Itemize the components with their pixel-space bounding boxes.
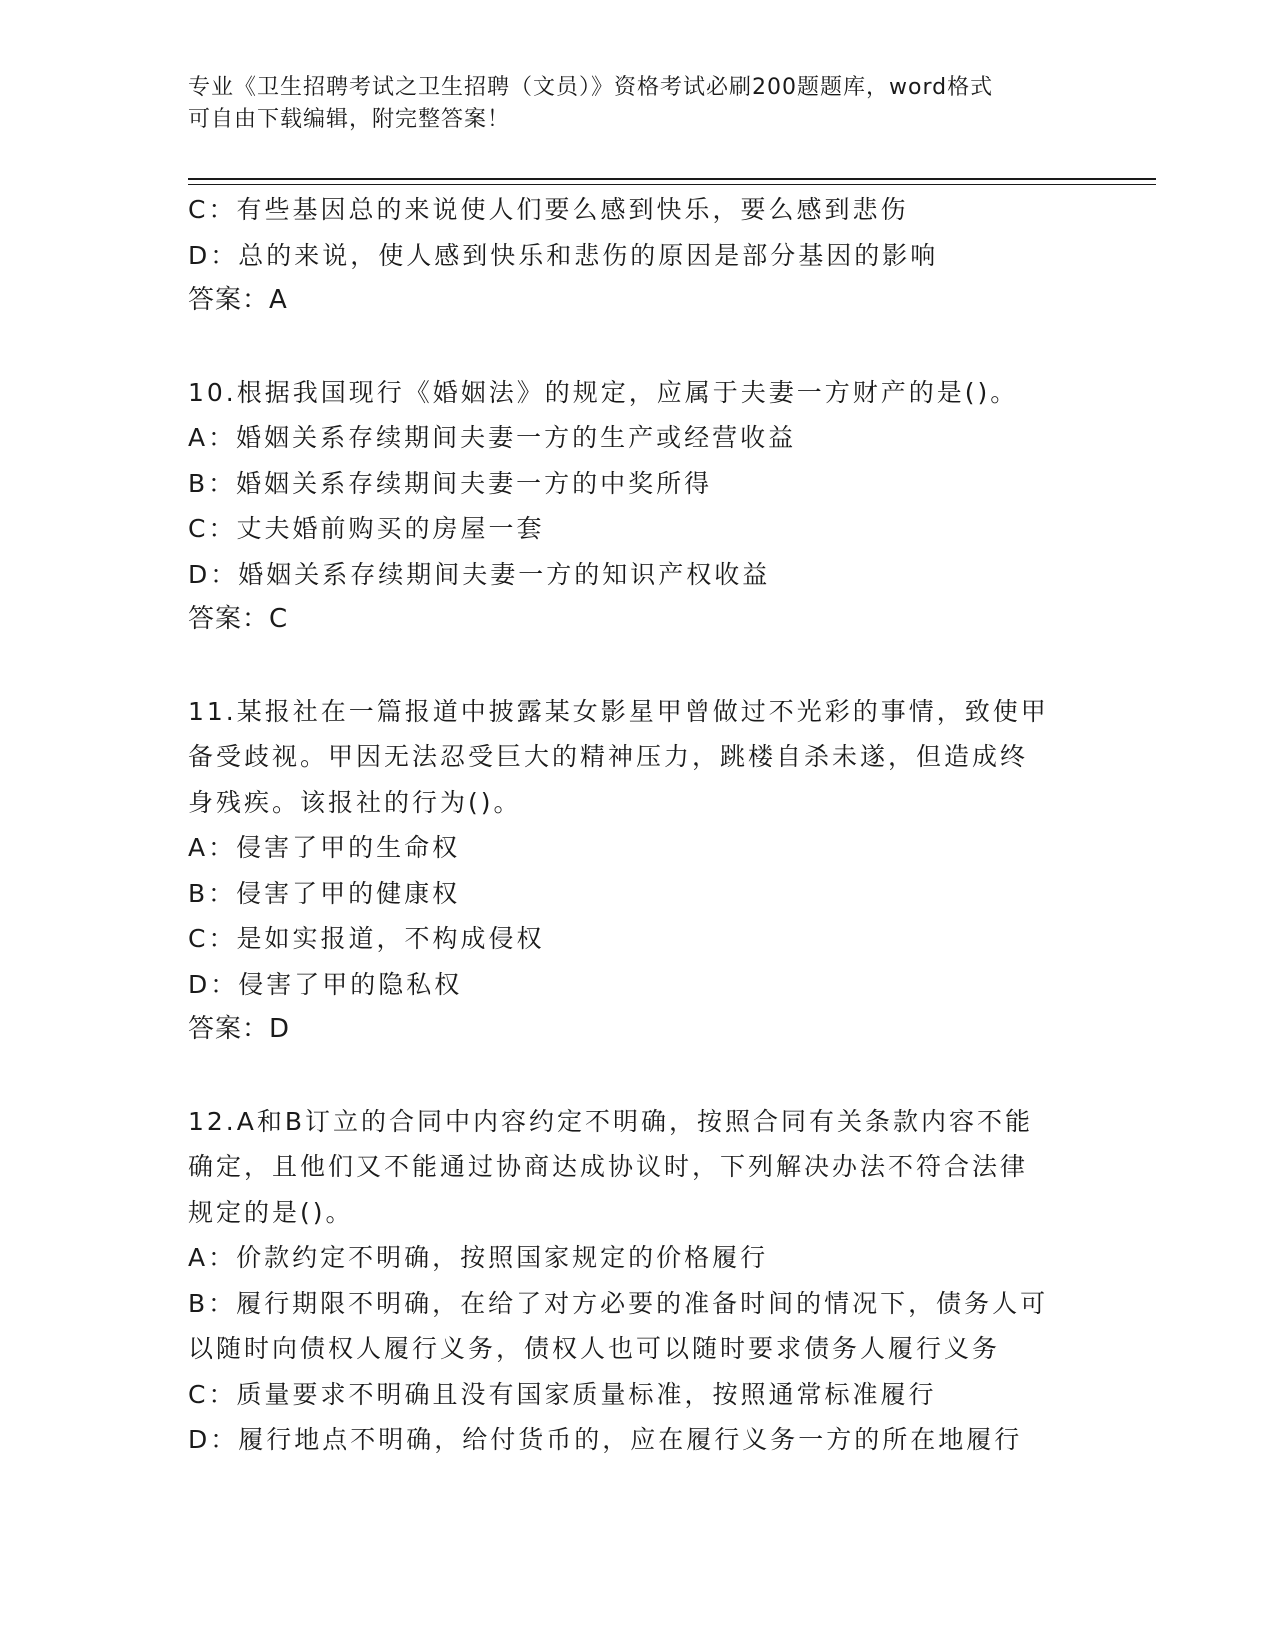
header-divider-thin [188,184,1156,185]
option-b-line-1: B：履行期限不明确，在给了对方必要的准备时间的情况下，债务人可 [188,1288,1049,1318]
question-block-prev [188,187,1088,324]
option-d: D：总的来说，使人感到快乐和悲伤的原因是部分基因的影响 [188,240,939,270]
answer-line: 答案：D [188,1014,291,1044]
spacer [188,643,1088,689]
header-line-2: 可自由下载编辑，附完整答案！ [188,107,511,132]
option-b-line-2: 以随时向债权人履行义务，债权人也可以随时要求债务人履行义务 [188,1334,1001,1363]
option-a: A：侵害了甲的生命权 [188,833,461,862]
document-header [188,72,1088,136]
question-stem-line-1: 11.某报社在一篇报道中披露某女影星甲曾做过不光彩的事情，致使甲 [188,696,1049,726]
option-d: D：婚姻关系存续期间夫妻一方的知识产权收益 [188,559,771,589]
option-b: B：侵害了甲的健康权 [188,878,461,908]
question-stem: 10.根据我国现行《婚姻法》的规定，应属于夫妻一方财产的是()。 [188,377,1019,407]
option-c: C：丈夫婚前购买的房屋一套 [188,514,545,543]
answer-line: 答案：C [188,604,289,634]
option-c: C：有些基因总的来说使人们要么感到快乐，要么感到悲伤 [188,195,909,224]
question-stem-line-2: 备受歧视。甲因无法忍受巨大的精神压力，跳楼自杀未遂，但造成终 [188,742,1029,771]
spacer [188,1053,1088,1099]
option-c: C：质量要求不明确且没有国家质量标准，按照通常标准履行 [188,1379,937,1409]
spacer [188,324,1088,370]
header-divider-thick [188,178,1156,180]
question-stem-line-1: 12.A和B订立的合同中内容约定不明确，按照合同有关条款内容不能 [188,1106,1034,1136]
option-b: B：婚姻关系存续期间夫妻一方的中奖所得 [188,468,713,498]
option-a: A：婚姻关系存续期间夫妻一方的生产或经营收益 [188,423,797,452]
option-c: C：是如实报道，不构成侵权 [188,924,545,953]
question-stem-line-2: 确定，且他们又不能通过协商达成协议时，下列解决办法不符合法律 [188,1152,1029,1181]
option-d: D：履行地点不明确，给付货币的，应在履行义务一方的所在地履行 [188,1425,1023,1454]
option-a: A：价款约定不明确，按照国家规定的价格履行 [188,1243,769,1272]
question-stem-line-3: 身残疾。该报社的行为()。 [188,787,522,817]
question-block-10 [188,370,1088,643]
option-d: D：侵害了甲的隐私权 [188,969,463,999]
document-body [188,187,1088,1463]
answer-line: 答案：A [188,285,288,315]
question-block-12 [188,1099,1088,1463]
question-stem-line-3: 规定的是()。 [188,1197,354,1227]
question-block-11 [188,689,1088,1053]
header-line-1: 专业《卫生招聘考试之卫生招聘（文员）》资格考试必刷200题题库，word格式 [188,75,994,100]
